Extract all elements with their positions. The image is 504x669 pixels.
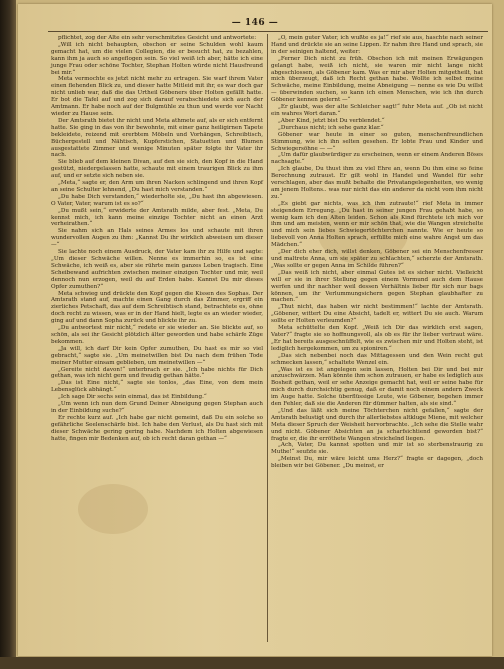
paragraph: „Um dafür glaubwürdiger zu erscheinen, wenn er einem Anderen Böses nachsagte.“ <box>271 152 483 166</box>
paragraph: Sie lachte noch einem Ausdruck, der Vater kam ihr zu Hilfe und sagte: „Um dieser Schwäche willen. Nenne es immerhin so, es ist eine Schwäche, ich weiß es, aber sie rührte mein ganzes Leben tragisch. Eine Scheibewand aufrichten zwischen meiner einzigen Tochter und mir, weil dennoch nun erzogen, weil du auf Erden habe. Kannst Du mir dieses Opfer zumuthen?“ <box>51 249 263 290</box>
paragraph: „Gereite nicht davon!“ unterbrach er sie. „Ich habe nichts für Dich gethan, was ich nicht gern und freudig gethan hätte.“ <box>51 366 263 380</box>
paragraph: pflichtet, zog der Alte ein sehr verschmitztes Gesicht und antwortete: <box>58 35 257 41</box>
paragraph: „Das weiß ich nicht, aber einmal Gutes ist es sicher nicht. Vielleicht will er sie in ihrer Stellung gegen einem Vormund auch dem Hause werfen und ihr nachher weil dessen Verhältnis lieber für sich nur bags können, um ihr Verlummungsichern gegen Stephan glaubhafter zu machen.“ <box>271 269 483 304</box>
book-page <box>18 4 492 656</box>
header-rule <box>48 31 488 32</box>
paragraph: Sie blieb auf dem kleinen Divan, auf den sie sich, den Kopf in die Hand gestützt, niedergelassen hatte, schaute mit einem traurigen Blick zu ihm auf, und er setzte sich neben sie. <box>51 159 263 180</box>
left-text-column <box>51 35 263 442</box>
scan-bottom-edge <box>0 657 504 669</box>
paragraph: „Ich sage Dir sechs sein einmal, das ist Einbildung.“ <box>58 394 207 401</box>
paragraph: „Du habe Dich verstanden,“ wiederholte sie, „Du hast ihn abgewiesen. O Vater, Vater, warum ist es so?“ <box>51 193 263 207</box>
paragraph: „Durchaus nicht; ich sehe ganz klar.“ <box>278 124 384 131</box>
paragraph: „Ferner Dich nicht zu früh. Obschon ich mit meinen Erwägungen gelangt habe, weiß ich nicht, sie waren mir nicht lange nicht abgeschlossen, als Göbener kam. Was er mir aber Holten mitgetheilt, hat mich überzeugt, daß ich Recht gethan habe. Wollte ich selbst meine Schwäche, meine Einbildung, meine Abneigung — nenne es wie Du willst — überwinden suchen, so kann ich einen Menschen, wie ich ihn durch Göbener kennen gelernt —“ <box>271 55 483 104</box>
right-text-column <box>271 35 483 470</box>
paragraph: „Du antwortest mir nicht,“ redete er sie wieder an. Sie blickte auf, so schön, als sei ihr Gesicht plötzlich älter geworden und habe schärfe Züge bekommen. <box>51 325 263 345</box>
paragraph: „Thut nicht, das haben wir nicht bestimmen!“ lachte der Amtsrath. „Göbener, wittert Du eine Absicht, tadelt er, wittert Du sie auch. Warum sollte er Holten verleumden?“ <box>271 304 483 325</box>
paragraph: „Das sich nebenbei noch das Mittagessen und den Wein recht gut schmecken lassen,“ schaltete Wenzel ein. <box>271 352 483 366</box>
paragraph: „Du mußt sein,“ erwiderte der Amtsrath milde, aber fest. „Meta, Du kennst mich, ich kann meine einzige Tochter nicht an einen Arzt verheirathen.“ <box>51 207 263 228</box>
paragraph: „Ja will, ich darf Dir kein Opfer zumuthen, Du hast es mir so viel gebracht,“ sagte sie. „Um meinetwillen bist Du nach dem frühen Tode meiner Mutter einsam geblieben, um meinetwillen —“ <box>51 345 263 366</box>
paragraph: „O, mein guter Vater, ich wußte es ja!“ rief sie aus, haschte nach seiner Hand und drückte sie an seine Lippen. Er nahm ihre Hand und sprach, sie in der seinigen haltend, weiter: <box>271 35 483 55</box>
paragraph: Meta vermochte es jetzt nicht mehr zu ertragen. Sie warf ihrem Vater einen flehenden Blick zu, und dieser hatte Mitleid mit ihr, es war doch gar nicht unlieb war, daß die das Urtheil Göbeners über Holten gefällt hatte. Er bot die Tafel auf und zog sich darauf verabschiedete sich auch der Amtmann. Er habe noch auf der Bulgmühle zu thun und werde vor Nacht wieder zu Hause sein. <box>51 76 263 117</box>
paragraph: „Will ich nicht behaupten, obschon er seine Schulden wohl kaum gemacht hat, um die vielen Collegien, die er besucht hat, zu bezahlen, kann ihm ja auch so angeflogen sein. So viel weiß ich aber, hätte ich eine junge Frau oder schöne Tochter, Stephan Holten würde nicht Hausfreund bei mir.“ <box>51 41 263 76</box>
paragraph: „Und das läßt sich meine Töchterchen nicht gefallen,“ sagte der Amtsrath belustigt und durch ihr allerliebstes altkluge Miene, mit welcher Meta dieser Spruch der Weisheit hervorbrachte. „Ich sehe die Stelle wahr und nicht. Göbener Absichten an ja scharfsichtiend geworden bist?“ fragte er, die ihr erröthete Wangen streichelnd liegen. <box>271 407 483 442</box>
paragraph: Göbener war heute in einer so guten, menschenfreundlichen Stimmung, wie ich ihn selten gesehen. Er lobte Frau und Kinder und Schwiegersöhne — —“ <box>271 131 483 152</box>
book-binding-edge <box>0 0 16 669</box>
paragraph: Meta schwieg und drückte den Kopf gegen die Kissen des Sophas. Der Amtsrath stand auf, machte einen Gang durch das Zimmer, ergriff ein zierliches Petschaft, das auf dem Schreibtisch stand, betrachtete es, ohne doch recht zu wissen, was er in der Hand hielt, legte es an wieder wieder, ging auf und dann Sopha zurück und blickte ihr zu. <box>51 290 263 325</box>
paragraph: Sie nahm sich an Hals seines Armes los und schaute mit ihren wundervollen Augen zu ihm: „Kannst Du ihr wirklich abweisen um dieser —“ <box>51 228 263 249</box>
paragraph: „Ach, Vater, Du kannst spotten und mir ist so sterbenstraurig zu Muthe!“ seufzte sie. <box>271 442 483 456</box>
paragraph: „Der dich eher dich, willst denken, Göbener sei ein Menschenfresser und maltrete Anna, um sie später zu schlachten,“ scherzte der Amtsrath. „Was sollte er gegen Anna im Schilde führen?“ <box>271 249 483 269</box>
paragraph: „Was ist es ist angelegen sein lassen, Holten bei Dir und bei mir anzuschwärzen. Man könnte ihm schon zutrauen, er habe es lediglich aus Bosheit gethan, weil er sehe Anzeige gemacht hat, weil er seine habe für mich durch durchsichtig genug, daß er damit noch einem andern Zweck im Auge hatte. Solche überflüssige Leute, wie Göbener, begehen immer den Fehler, daß sie die Anderen für dümmer halten, als sie sind.“ <box>271 366 483 408</box>
column-divider <box>267 34 268 642</box>
paragraph: „Meta,“ sagte er, den Arm um ihren Nacken schlingend und ihren Kopf an seine Schulter lehnend, „Du hast mich verstanden.“ <box>51 180 263 193</box>
paragraph: „Um wenn ich nun dem Grund Deiner Abneigung gegen Stephan auch in der Einbildung suche?“ <box>51 401 263 414</box>
paragraph: Er rechte kurz auf. „Ich habe gar nicht gemeint, daß Du ein solche so gefährliche Seelenschärfe bist. Ich habe den Verlust, als Du hast sich mit dieser Schwäche gering gering habe. Nachdem ich Holten abgewiesen hatte, fingen mir Bedenken auf, ob ich recht daran gethan —“ <box>51 414 263 442</box>
paragraph: „Es giebt gar nichts, was ich ihm zutraute!“ rief Meta in immer steigendem Erregung. „Du hast in seiner jungen Frau gehabt habe, so wenig kam ich den Alten leiden. Schon als Kind fürchtete ich mich vor ihm und am meisten, wenn er mir schön that, wie die Wangen streichelte und mich sein liebes Schwiegertöchterchen nannte. Wie er heute so liebevoll von Anna Holten sprach, erfüllte mich eine wahre Angst um das Mädchen.“ <box>271 200 483 249</box>
paragraph: „Er glaubt, was der alte Schleicher sagt!“ fuhr Meta auf. „Ob ist nicht ein wahres Wort daran.“ <box>271 104 483 117</box>
paragraph: „Das ist Eine nicht,“ sagte sie tonlos, „das Eine, von dem mein Lebensglück abhängt.“ <box>51 380 263 394</box>
paragraph: „Ich glaube, Du thust ihm zu viel Ehre an, wenn Du ihm eine so feine Berechnung zutraust. Er gilt wohl in Handel und Wandel für sehr verschlagen, aber das mußt behalte die Privatangelegenheiten, wo wenig am jenem Holtens.. was nur nicht das ein anderer da nicht vom ihm nicht zu.“ <box>271 166 483 200</box>
paragraph: „Aber Kind, jetzt bist Du verblendet.“ <box>278 117 385 124</box>
paragraph: Meta schüttelte den Kopf. „Weiß ich Dir das wirklich erst sagen, Vater?“ fragte sie so hoffnungsvoll, als ob es für ihr lieber vertraut wäre. „Er hat bereits ausgeschnüffelt, wie es zwischen mir und Holten steht, ist lediglich hergekommen, um zu spioniren.“ <box>271 325 483 352</box>
paragraph: Der Amtsrath bietet ihr nicht und Meta athmete auf, als er sich entfernt hatte. Sie ging in das von ihr bewohnte, mit einer ganz heiligirnen Tapete bekleidete, reizend mit ererbtem Möbeln und Vorhängen, Schreibtisch, Büchergestell und Nähtisch, Kupferstichen, Statuetten und Blumen ausgestattete Zimmer und wenige Minuten später folgte ihr Vater ihr nach. <box>51 117 263 159</box>
paper-stain <box>78 484 148 534</box>
page-number: — 146 — <box>231 18 279 28</box>
paragraph: „Meinst Du, mir wäre leicht ums Herz?“ fragte er dagegen, „doch bleiben wir bei Göbener. „Du meinst, er <box>271 456 483 470</box>
